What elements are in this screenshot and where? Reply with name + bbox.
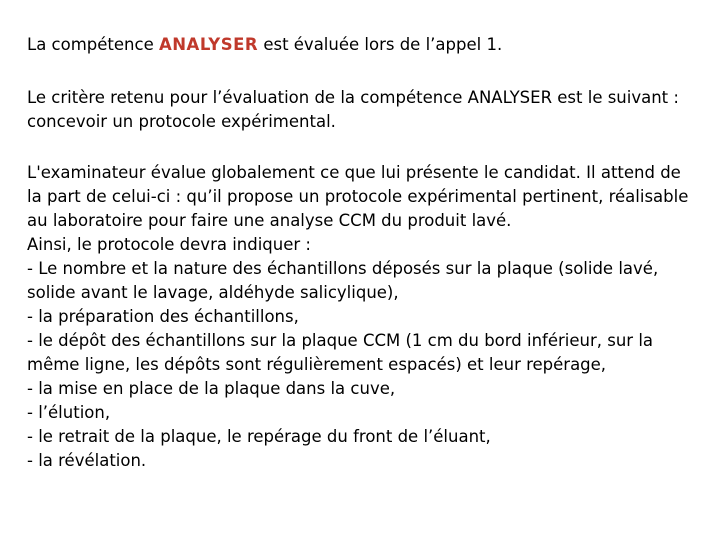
criterion-paragraph: Le critère retenu pour l’évaluation de la compétence ANALYSER est le suivant : concevoir un protocole expérimental. (27, 88, 679, 131)
protocol-item: - la mise en place de la plaque dans la cuve, (27, 379, 396, 398)
protocol-item: - l’élution, (27, 403, 111, 422)
protocol-item: - la préparation des échantillons, (27, 307, 299, 326)
competence-highlight: ANALYSER (158, 35, 259, 54)
intro-text-after: est évaluée lors de l’appel 1. (258, 35, 503, 54)
intro-paragraph (27, 33, 699, 57)
intro-text-before: La compétence (27, 35, 159, 54)
protocol-lead: Ainsi, le protocole devra indiquer : (27, 235, 311, 254)
protocol-item: - Le nombre et la nature des échantillons déposés sur la plaque (solide lavé, solide avant le lavage, aldéhyde salicylique), (27, 259, 659, 302)
protocol-item: - le dépôt des échantillons sur la plaque CCM (1 cm du bord inférieur, sur la même ligne, les dépôts sont régulièrement espacés) et leur repérage, (27, 331, 654, 374)
examiner-paragraph: L'examinateur évalue globalement ce que lui présente le candidat. Il attend de la part de celui-ci : qu’il propose un protocole expérimental pertinent, réalisable au laboratoire pour faire une analyse CCM du produit lavé. (27, 163, 689, 230)
protocol-item: - le retrait de la plaque, le repérage du front de l’éluant, (27, 427, 491, 446)
protocol-section (27, 161, 699, 473)
protocol-item: - la révélation. (27, 451, 147, 470)
